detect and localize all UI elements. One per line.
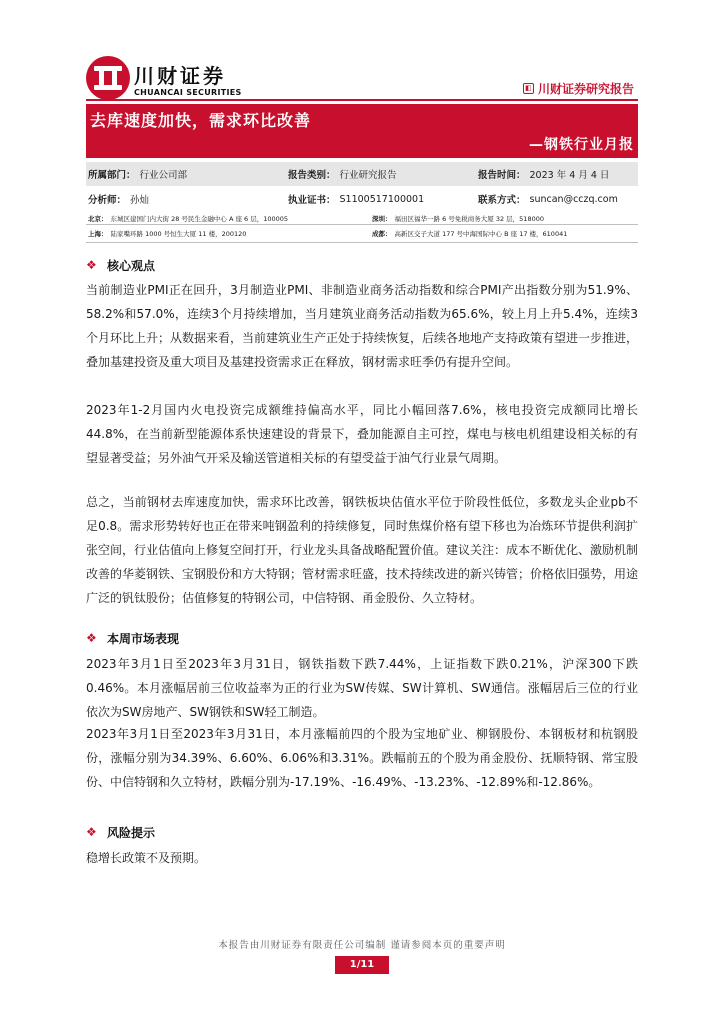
market-paragraph-1: 2023年3月1日至2023年3月31日，钢铁指数下跌7.44%，上证指数下跌0.21%，沪深300下跌0.46%。本月涨幅居前三位收益率为正的行业为SW传媒、SW计算机、SW通信。涨幅居后三位的行业依次为SW房地产、SW钢铁和SW轻工制造。: [86, 657, 638, 719]
time-label: 报告时间：: [478, 170, 526, 181]
shenzhen-label: 深圳：: [372, 215, 392, 223]
analyst-cell: [86, 192, 288, 206]
shanghai-address: [86, 229, 372, 238]
dept-cell: [86, 167, 288, 181]
header-divider: [86, 99, 638, 101]
cert-value: S1100517100001: [339, 193, 425, 205]
dept-label: 所属部门：: [88, 170, 136, 181]
analyst-label: 分析师：: [88, 195, 127, 206]
diamond-bullet-icon: ❖: [86, 631, 97, 645]
page-number: 1/11: [335, 956, 389, 974]
cert-label: 执业证书：: [288, 195, 336, 206]
core-paragraph-1: 当前制造业PMI正在回升，3月制造业PMI、非制造业商务活动指数和综合PMI产出指数分别为51.9%、58.2%和57.0%，连续3个月持续增加，当月建筑业商务活动指数为65.6%，较上月上升5.4%，连续3个月环比上升；从数据来看，当前建筑业生产正处于持续恢复，后续各地地产支持政策有望进一步推进，叠加基建投资及重大项目及基建投资需求正在释放，钢材需求旺季仍有提升空间。: [86, 283, 639, 369]
market-paragraph-2: 2023年3月1日至2023年3月31日，本月涨幅前四的个股为宝地矿业、柳钢股份、本钢板材和杭钢股份，涨幅分别为34.39%、6.60%、6.06%和3.31%。跌幅前五的个股为甬金股份、抚顺特钢、常宝股份、中信特钢和久立特材，跌幅分别为-17.19%、-16.49%、-13.23%、-12.89%和-12.86%。: [86, 727, 638, 789]
cert-cell: [288, 192, 478, 206]
chengdu-label: 成都：: [372, 230, 392, 238]
type-value: 行业研究报告: [339, 170, 397, 181]
section-core-title: 核心观点: [107, 259, 156, 273]
chengdu-value: 高新区交子大道 177 号中海国际中心 B 座 17 楼，610041: [394, 230, 568, 238]
time-cell: [478, 167, 609, 181]
core-paragraph-2: 2023年1-2月国内火电投资完成额维持偏高水平，同比小幅回落7.6%，核电投资完成额同比增长44.8%，在当前新型能源体系快速建设的背景下，叠加能源自主可控，煤电与核电机组建设相关标的有望显著受益；另外油气开采及输送管道相关标的有望受益于油气行业景气周期。: [86, 403, 638, 465]
info-row-2: [86, 187, 638, 211]
risk-paragraph-1: 稳增长政策不及预期。: [86, 851, 207, 865]
core-paragraph-3: 总之，当前钢材去库速度加快，需求环比改善，钢铁板块估值水平位于阶段性低位，多数龙头企业pb不足0.8。需求形势转好也正在带来吨钢盈利的持续修复，同时焦煤价格有望下移也为冶炼环节提供利润扩张空间，行业估值向上修复空间打开，行业龙头具备战略配置价值。建议关注：成本不断优化、激励机制改善的华菱钢铁、宝钢股份和方大特钢；管材需求旺盛，技术持续改进的新兴铸管；价格依旧强势，用途广泛的钒钛股份；估值修复的特钢公司，中信特钢、甬金股份、久立特材。: [86, 495, 639, 605]
report-subtitle: —钢铁行业月报: [529, 137, 634, 153]
section-risk-title: 风险提示: [107, 826, 156, 840]
chengdu-address: [372, 229, 567, 238]
contact-cell: [478, 192, 618, 206]
beijing-value: 东城区建国门内大街 28 号民生金融中心 A 座 6 层，100005: [110, 215, 289, 223]
address-row-2: [86, 229, 638, 238]
diamond-bullet-icon: ❖: [86, 258, 97, 272]
shanghai-value: 陆家嘴环路 1000 号恒生大厦 11 楼，200120: [110, 230, 247, 238]
address-row-1: [86, 214, 638, 223]
brand-tag-icon: ◧: [523, 83, 534, 94]
address-bottom-line: [86, 242, 638, 243]
analyst-value: 孙灿: [130, 195, 150, 206]
brand-name-cn: 川财证券: [134, 64, 226, 88]
dept-value: 行业公司部: [139, 170, 188, 181]
shenzhen-value: 福田区福华一路 6 号免税商务大厦 32 层，518000: [394, 215, 544, 223]
report-tag-label: 川财证券研究报告: [537, 82, 634, 96]
shanghai-label: 上海：: [88, 230, 108, 238]
diamond-bullet-icon: ❖: [86, 825, 97, 839]
type-label: 报告类别：: [288, 170, 336, 181]
time-value: 2023 年 4 月 4 日: [529, 170, 610, 181]
address-divider: [86, 224, 638, 225]
shenzhen-address: [372, 214, 544, 223]
section-risk-heading: [86, 824, 155, 841]
info-row-1: [86, 162, 638, 186]
footer-disclaimer: 本报告由川财证券有限责任公司编制 谨请参阅本页的重要声明: [218, 940, 506, 951]
type-cell: [288, 167, 478, 181]
report-tag: [523, 80, 634, 97]
section-market-heading: [86, 630, 179, 647]
beijing-label: 北京：: [88, 215, 108, 223]
contact-label: 联系方式：: [478, 195, 526, 206]
section-core-heading: [86, 257, 155, 274]
section-market-title: 本周市场表现: [107, 632, 180, 646]
brand-name-en: CHUANCAI SECURITIES: [134, 88, 242, 97]
contact-value: suncan@cczq.com: [529, 193, 618, 205]
report-title: 去库速度加快，需求环比改善: [90, 111, 312, 130]
company-logo-icon: [86, 56, 130, 100]
beijing-address: [86, 214, 372, 223]
